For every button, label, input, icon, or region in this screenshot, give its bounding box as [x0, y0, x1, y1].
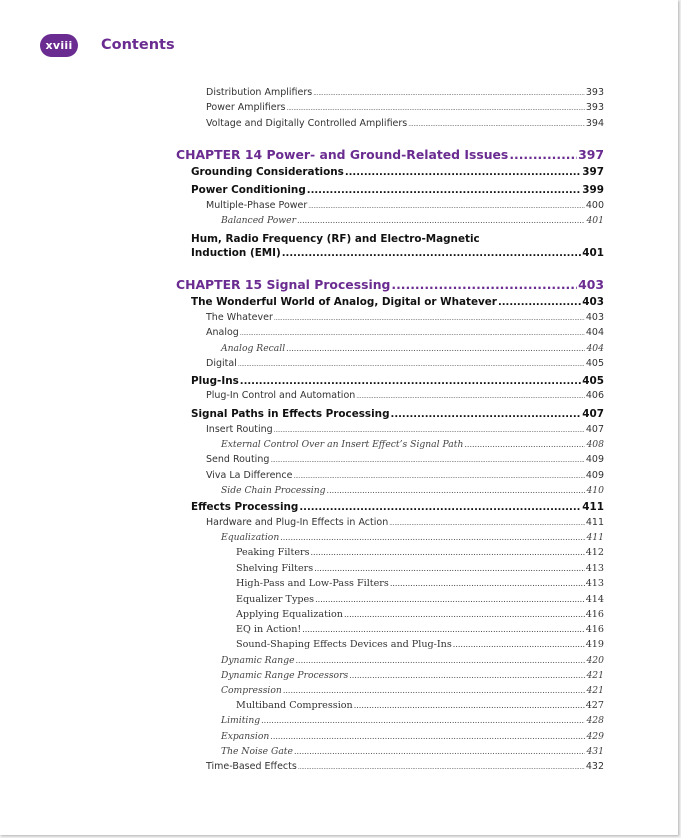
dot-leader	[315, 595, 585, 604]
entry-title: The Wonderful World of Analog, Digital or Whatever	[191, 296, 497, 308]
entry-page-number: 428	[586, 715, 604, 726]
entry-page-number: 397	[582, 166, 604, 178]
page-number-badge: xviii	[40, 34, 78, 57]
entry-page-number: 416	[585, 624, 604, 635]
entry-page-number: 429	[586, 731, 604, 742]
dot-leader	[389, 520, 585, 527]
subsection-entry[interactable]	[206, 761, 604, 772]
entry-page-number: 409	[585, 454, 604, 465]
subsection-entry[interactable]	[206, 327, 604, 338]
italic-entry[interactable]	[221, 439, 604, 450]
italic-entry[interactable]	[221, 215, 604, 226]
section-entry[interactable]	[191, 296, 604, 308]
dot-leader	[453, 640, 585, 649]
dot-leader	[238, 361, 585, 368]
dot-leader	[240, 330, 585, 337]
dot-leader	[283, 686, 586, 695]
entry-title: The Whatever	[206, 312, 273, 323]
subsection-entry[interactable]	[206, 358, 604, 369]
dot-leader	[311, 548, 585, 557]
entry-title: Dynamic Range Processors	[221, 670, 349, 681]
entry-page-number: 399	[582, 184, 604, 196]
entry-title: Grounding Considerations	[191, 166, 344, 178]
dot-leader	[296, 656, 586, 665]
dot-leader	[307, 185, 582, 196]
dot-leader	[270, 457, 584, 464]
entry-title: Limiting	[221, 715, 261, 726]
dot-leader	[327, 486, 586, 495]
section-entry[interactable]	[191, 501, 604, 513]
entry-page-number: 427	[585, 700, 604, 711]
entry-page-number: 413	[585, 563, 604, 574]
entry-title: Power Amplifiers	[206, 102, 286, 113]
entry-page-number: 432	[585, 761, 604, 772]
entry-title: Digital	[206, 358, 237, 369]
entry-page-number: 421	[586, 670, 604, 681]
dot-leader	[287, 105, 585, 112]
entry-title: Multiple-Phase Power	[206, 200, 308, 211]
dot-leader	[464, 440, 585, 449]
entry-page-number: 403	[578, 277, 604, 292]
entry-title: Induction (EMI)	[191, 247, 281, 259]
subsection-entry[interactable]	[206, 200, 604, 211]
dot-leader	[349, 671, 585, 680]
dot-leader	[298, 764, 585, 771]
entry-title: Insert Routing	[206, 424, 273, 435]
dot-leader	[282, 248, 582, 259]
entry-title: Time-Based Effects	[206, 761, 297, 772]
topic-entry[interactable]	[236, 624, 604, 635]
italic-entry[interactable]	[221, 746, 604, 757]
entry-title: Multiband Compression	[236, 700, 353, 711]
dot-leader	[297, 216, 585, 225]
entry-title: Send Routing	[206, 454, 270, 465]
entry-title: Equalization	[221, 532, 280, 543]
topic-entry[interactable]	[236, 639, 604, 650]
entry-title: Hardware and Plug-In Effects in Action	[206, 517, 389, 528]
entry-page-number: 405	[582, 375, 604, 387]
entry-title: Applying Equalization	[236, 609, 343, 620]
entry-title: High-Pass and Low-Pass Filters	[236, 578, 389, 589]
dot-leader	[299, 502, 581, 513]
section-entry[interactable]	[191, 166, 604, 178]
entry-page-number: 404	[585, 327, 604, 338]
section-entry[interactable]	[191, 375, 604, 387]
subsection-entry[interactable]	[206, 312, 604, 323]
entry-page-number: 393	[585, 102, 604, 113]
italic-entry[interactable]	[221, 655, 604, 666]
section-entry[interactable]	[191, 184, 604, 196]
entry-page-number: 403	[585, 312, 604, 323]
subsection-entry[interactable]	[206, 118, 604, 129]
topic-entry[interactable]	[236, 578, 604, 589]
chapter-entry[interactable]	[176, 147, 604, 162]
italic-entry[interactable]	[221, 532, 604, 543]
entry-page-number: 411	[586, 532, 604, 543]
dot-leader	[391, 409, 582, 420]
entry-page-number: 408	[586, 439, 604, 450]
dot-leader	[509, 147, 577, 162]
entry-page-number: 406	[585, 390, 604, 401]
dot-leader	[356, 393, 585, 400]
dot-leader	[408, 121, 585, 128]
entry-title: Signal Paths in Effects Processing	[191, 408, 390, 420]
entry-page-number: 413	[585, 578, 604, 589]
entry-page-number: 403	[582, 296, 604, 308]
dot-leader	[390, 579, 585, 588]
italic-entry[interactable]	[221, 731, 604, 742]
dot-leader	[270, 732, 585, 741]
dot-leader	[308, 203, 585, 210]
entry-page-number: 400	[585, 200, 604, 211]
dot-leader	[274, 315, 585, 322]
dot-leader	[294, 747, 586, 756]
entry-page-number: 410	[586, 485, 604, 496]
italic-entry[interactable]	[221, 485, 604, 496]
subsection-entry[interactable]	[206, 517, 604, 528]
dot-leader	[314, 564, 584, 573]
subsection-entry[interactable]	[206, 87, 604, 98]
italic-entry[interactable]	[221, 685, 604, 696]
entry-page-number: 393	[585, 87, 604, 98]
entry-title: Expansion	[221, 731, 270, 742]
entry-page-number: 431	[586, 746, 604, 757]
dot-leader	[274, 427, 585, 434]
dot-leader	[313, 90, 585, 97]
entry-title: The Noise Gate	[221, 746, 293, 757]
section-entry[interactable]	[191, 408, 604, 420]
chapter-entry[interactable]	[176, 277, 604, 292]
italic-entry[interactable]	[221, 715, 604, 726]
topic-entry[interactable]	[236, 700, 604, 711]
entry-page-number: 407	[585, 424, 604, 435]
entry-title: Side Chain Processing	[221, 485, 326, 496]
section-entry[interactable]	[191, 247, 604, 259]
entry-page-number: 397	[578, 147, 604, 162]
dot-leader	[286, 344, 585, 353]
entry-title: Viva La Difference	[206, 470, 293, 481]
dot-leader	[302, 625, 584, 634]
entry-title: CHAPTER 14 Power- and Ground-Related Issues	[176, 147, 509, 162]
entry-page-number: 411	[582, 501, 604, 513]
dot-leader	[345, 167, 581, 178]
entry-title: External Control Over an Insert Effect’s Signal Path	[221, 439, 464, 450]
entry-page-number: 401	[582, 247, 604, 259]
entry-title: Compression	[221, 685, 282, 696]
entry-title: Analog Recall	[221, 343, 286, 354]
entry-title: Plug-In Control and Automation	[206, 390, 356, 401]
dot-leader	[294, 473, 585, 480]
italic-entry[interactable]	[221, 670, 604, 681]
entry-title: EQ in Action!	[236, 624, 302, 635]
dot-leader	[354, 701, 585, 710]
topic-entry[interactable]	[236, 594, 604, 605]
entry-title: Distribution Amplifiers	[206, 87, 313, 98]
subsection-entry[interactable]	[206, 390, 604, 401]
topic-entry[interactable]	[236, 547, 604, 558]
entry-title: Power Conditioning	[191, 184, 306, 196]
dot-leader	[344, 610, 585, 619]
entry-page-number: 394	[585, 118, 604, 129]
dot-leader	[261, 716, 585, 725]
topic-entry[interactable]	[236, 609, 604, 620]
entry-page-number: 421	[586, 685, 604, 696]
subsection-entry[interactable]	[206, 424, 604, 435]
dot-leader	[391, 277, 577, 292]
entry-title: Plug-Ins	[191, 375, 239, 387]
entry-page-number: 411	[585, 517, 604, 528]
dot-leader	[240, 376, 582, 387]
running-head-title: Contents	[101, 37, 175, 53]
topic-entry[interactable]	[236, 563, 604, 574]
italic-entry[interactable]	[221, 343, 604, 354]
subsection-entry[interactable]	[206, 470, 604, 481]
entry-page-number: 419	[585, 639, 604, 650]
entry-title: Analog	[206, 327, 239, 338]
subsection-entry[interactable]	[206, 454, 604, 465]
entry-title: Sound-Shaping Effects Devices and Plug-Ins	[236, 639, 452, 650]
entry-title: Shelving Filters	[236, 563, 314, 574]
entry-title: Equalizer Types	[236, 594, 315, 605]
entry-page-number: 405	[585, 358, 604, 369]
subsection-entry[interactable]	[206, 102, 604, 113]
entry-page-number: 420	[586, 655, 604, 666]
entry-title: Effects Processing	[191, 501, 299, 513]
entry-title: Voltage and Digitally Controlled Amplifiers	[206, 118, 408, 129]
entry-page-number: 404	[586, 343, 604, 354]
entry-page-number: 409	[585, 470, 604, 481]
dot-leader	[280, 533, 585, 542]
entry-title: Peaking Filters	[236, 547, 310, 558]
entry-page-number: 412	[585, 547, 604, 558]
entry-title: Dynamic Range	[221, 655, 295, 666]
dot-leader	[498, 297, 581, 308]
entry-page-number: 416	[585, 609, 604, 620]
entry-page-number: 414	[585, 594, 604, 605]
entry-title: CHAPTER 15 Signal Processing	[176, 277, 391, 292]
entry-title: Balanced Power	[221, 215, 296, 226]
section-entry-line[interactable]: Hum, Radio Frequency (RF) and Electro-Magnetic	[191, 233, 480, 245]
entry-page-number: 401	[586, 215, 604, 226]
entry-page-number: 407	[582, 408, 604, 420]
